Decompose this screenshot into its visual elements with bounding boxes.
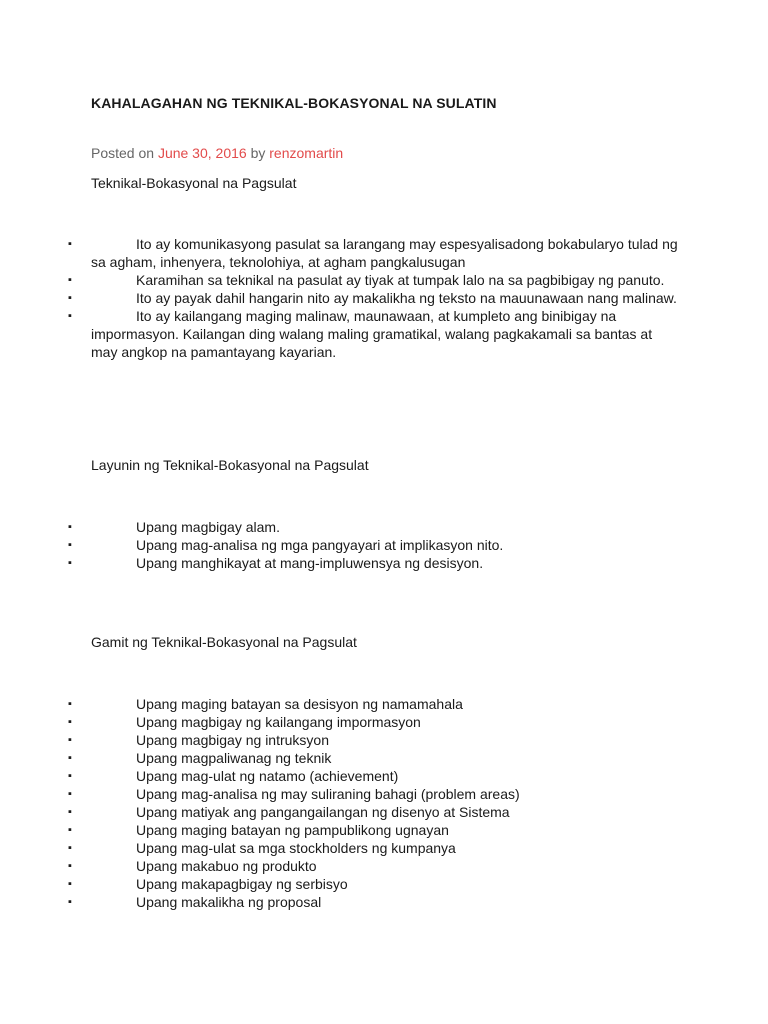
list-item-text: Upang maging batayan sa desisyon ng namamahala xyxy=(136,696,463,712)
section-heading-pagsulat: Teknikal-Bokasyonal na Pagsulat xyxy=(91,175,297,191)
list-item-text: Ito ay kailangang maging malinaw, maunawaan, at kumpleto ang binibigay na impormasyon. Kailangan ding walang maling gramatikal, walang pagkakamali sa bantas at may angkop na pamantayang kayarian. xyxy=(91,308,653,360)
list-item-text: Upang mag-ulat ng natamo (achievement) xyxy=(136,768,399,784)
list-item xyxy=(0,289,681,307)
posted-prefix: Posted on xyxy=(91,145,158,161)
bullet-icon: ▪ xyxy=(68,752,72,764)
list-item xyxy=(0,518,503,536)
list-item-text: Upang magbigay ng intruksyon xyxy=(136,732,330,748)
bullet-icon: ▪ xyxy=(68,716,72,728)
list-item-text: Upang magbigay alam. xyxy=(136,519,280,535)
list-item-text: Ito ay komunikasyong pasulat sa larangang may espesyalisadong bokabularyo tulad ng sa agham, inhenyera, teknolohiya, at agham pangkalusugan xyxy=(91,236,678,270)
list-item-text: Upang manghikayat at mang-impluwensya ng desisyon. xyxy=(136,555,484,571)
bullet-icon: ▪ xyxy=(68,274,72,286)
list-item-text: Karamihan sa teknikal na pasulat ay tiyak at tumpak lalo na sa pagbibigay ng panuto. xyxy=(136,272,665,288)
list-item xyxy=(0,821,520,839)
list-item-text: Upang matiyak ang pangangailangan ng disenyo at Sistema xyxy=(136,804,510,820)
bullet-icon: ▪ xyxy=(68,878,72,890)
list-item-text: Upang makabuo ng produkto xyxy=(136,858,317,874)
list-item xyxy=(0,749,520,767)
list-item-text: Upang maging batayan ng pampublikong ugnayan xyxy=(136,822,449,838)
bullet-icon: ▪ xyxy=(68,842,72,854)
list-item xyxy=(0,803,520,821)
bullet-icon: ▪ xyxy=(68,292,72,304)
bullet-icon: ▪ xyxy=(68,860,72,872)
bullet-icon: ▪ xyxy=(68,806,72,818)
list-item xyxy=(0,767,520,785)
list-item xyxy=(0,271,681,289)
list-item xyxy=(0,554,503,572)
list-item-text: Upang mag-analisa ng mga pangyayari at implikasyon nito. xyxy=(136,537,504,553)
bullet-icon: ▪ xyxy=(68,770,72,782)
list-item-text: Upang mag-analisa ng may suliraning bahagi (problem areas) xyxy=(136,786,520,802)
section-heading-gamit: Gamit ng Teknikal-Bokasyonal na Pagsulat xyxy=(91,634,357,650)
list-item xyxy=(0,536,503,554)
pagsulat-list xyxy=(0,235,681,361)
list-item-text: Upang magpaliwanag ng teknik xyxy=(136,750,332,766)
bullet-icon: ▪ xyxy=(68,539,72,551)
article-title: KAHALAGAHAN NG TEKNIKAL-BOKASYONAL NA SULATIN xyxy=(91,95,497,111)
bullet-icon: ▪ xyxy=(68,310,72,322)
list-item xyxy=(0,695,520,713)
gamit-list xyxy=(0,695,520,911)
list-item xyxy=(0,307,681,361)
bullet-icon: ▪ xyxy=(68,698,72,710)
list-item-text: Ito ay payak dahil hangarin nito ay makalikha ng teksto na mauunawaan nang malinaw. xyxy=(136,290,677,306)
list-item-text: Upang mag-ulat sa mga stockholders ng kumpanya xyxy=(136,840,456,856)
bullet-icon: ▪ xyxy=(68,734,72,746)
bullet-icon: ▪ xyxy=(68,824,72,836)
author-link[interactable]: renzomartin xyxy=(269,145,344,161)
list-item xyxy=(0,839,520,857)
list-item xyxy=(0,875,520,893)
bullet-icon: ▪ xyxy=(68,896,72,908)
list-item-text: Upang makapagbigay ng serbisyo xyxy=(136,876,348,892)
posted-by-text: by xyxy=(246,145,270,161)
bullet-icon: ▪ xyxy=(68,238,72,250)
list-item-text: Upang makalikha ng proposal xyxy=(136,894,322,910)
bullet-icon: ▪ xyxy=(68,557,72,569)
layunin-list xyxy=(0,518,503,572)
bullet-icon: ▪ xyxy=(68,788,72,800)
section-heading-layunin: Layunin ng Teknikal-Bokasyonal na Pagsulat xyxy=(91,457,369,473)
list-item xyxy=(0,893,520,911)
list-item-text: Upang magbigay ng kailangang impormasyon xyxy=(136,714,421,730)
bullet-icon: ▪ xyxy=(68,521,72,533)
list-item xyxy=(0,785,520,803)
list-item xyxy=(0,235,681,271)
list-item xyxy=(0,731,520,749)
list-item xyxy=(0,857,520,875)
list-item xyxy=(0,713,520,731)
post-meta xyxy=(91,145,343,161)
post-date-link[interactable]: June 30, 2016 xyxy=(157,145,247,161)
